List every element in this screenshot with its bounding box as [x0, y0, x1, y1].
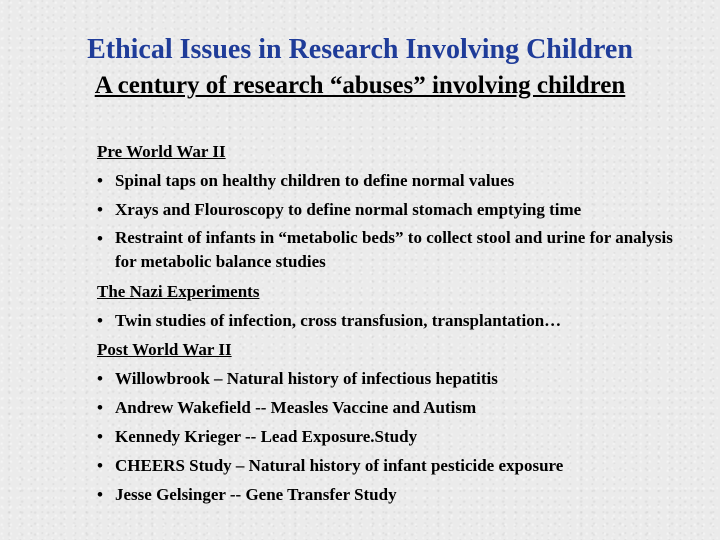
list-item — [97, 224, 687, 277]
list-item-text: Twin studies of infection, cross transfusion, transplantation… — [115, 311, 562, 330]
slide-content — [97, 137, 687, 509]
bullet-icon: • — [97, 171, 103, 190]
bullet-icon: • — [97, 369, 103, 388]
list-item-text: Kennedy Krieger -- Lead Exposure.Study — [115, 427, 418, 446]
bullet-icon: • — [97, 311, 103, 330]
bullet-icon: • — [97, 485, 103, 504]
list-item-text: Andrew Wakefield -- Measles Vaccine and Autism — [115, 398, 477, 417]
list-item-text: Xrays and Flouroscopy to define normal stomach emptying time — [115, 200, 582, 219]
bullet-icon: • — [97, 456, 103, 475]
bullet-icon: • — [97, 200, 103, 219]
bullet-icon: • — [97, 398, 103, 417]
bullet-icon: • — [97, 229, 103, 248]
list-item — [97, 393, 687, 422]
list-item — [97, 166, 687, 195]
slide-title: Ethical Issues in Research Involving Children — [87, 34, 633, 65]
list-item-text: Restraint of infants in “metabolic beds” to collect stool and urine for analysis for metabolic balance studies — [115, 228, 673, 271]
list-item — [97, 422, 687, 451]
bullet-icon: • — [97, 427, 103, 446]
slide-subtitle: A century of research “abuses” involving children — [94, 72, 626, 99]
section-heading-nazi-experiments: The Nazi Experiments — [97, 282, 260, 301]
list-item — [97, 195, 687, 224]
list-item-text: CHEERS Study – Natural history of infant pesticide exposure — [115, 456, 564, 475]
list-item — [97, 364, 687, 393]
list-item-text: Jesse Gelsinger -- Gene Transfer Study — [115, 485, 397, 504]
list-item — [97, 451, 687, 480]
list-item-text: Spinal taps on healthy children to define normal values — [115, 171, 515, 190]
list-item-text: Willowbrook – Natural history of infectious hepatitis — [115, 369, 498, 388]
section-heading-pre-ww2: Pre World War II — [97, 142, 226, 161]
section-heading-post-ww2: Post World War II — [97, 340, 232, 359]
list-item — [97, 480, 687, 509]
list-item — [97, 306, 687, 335]
